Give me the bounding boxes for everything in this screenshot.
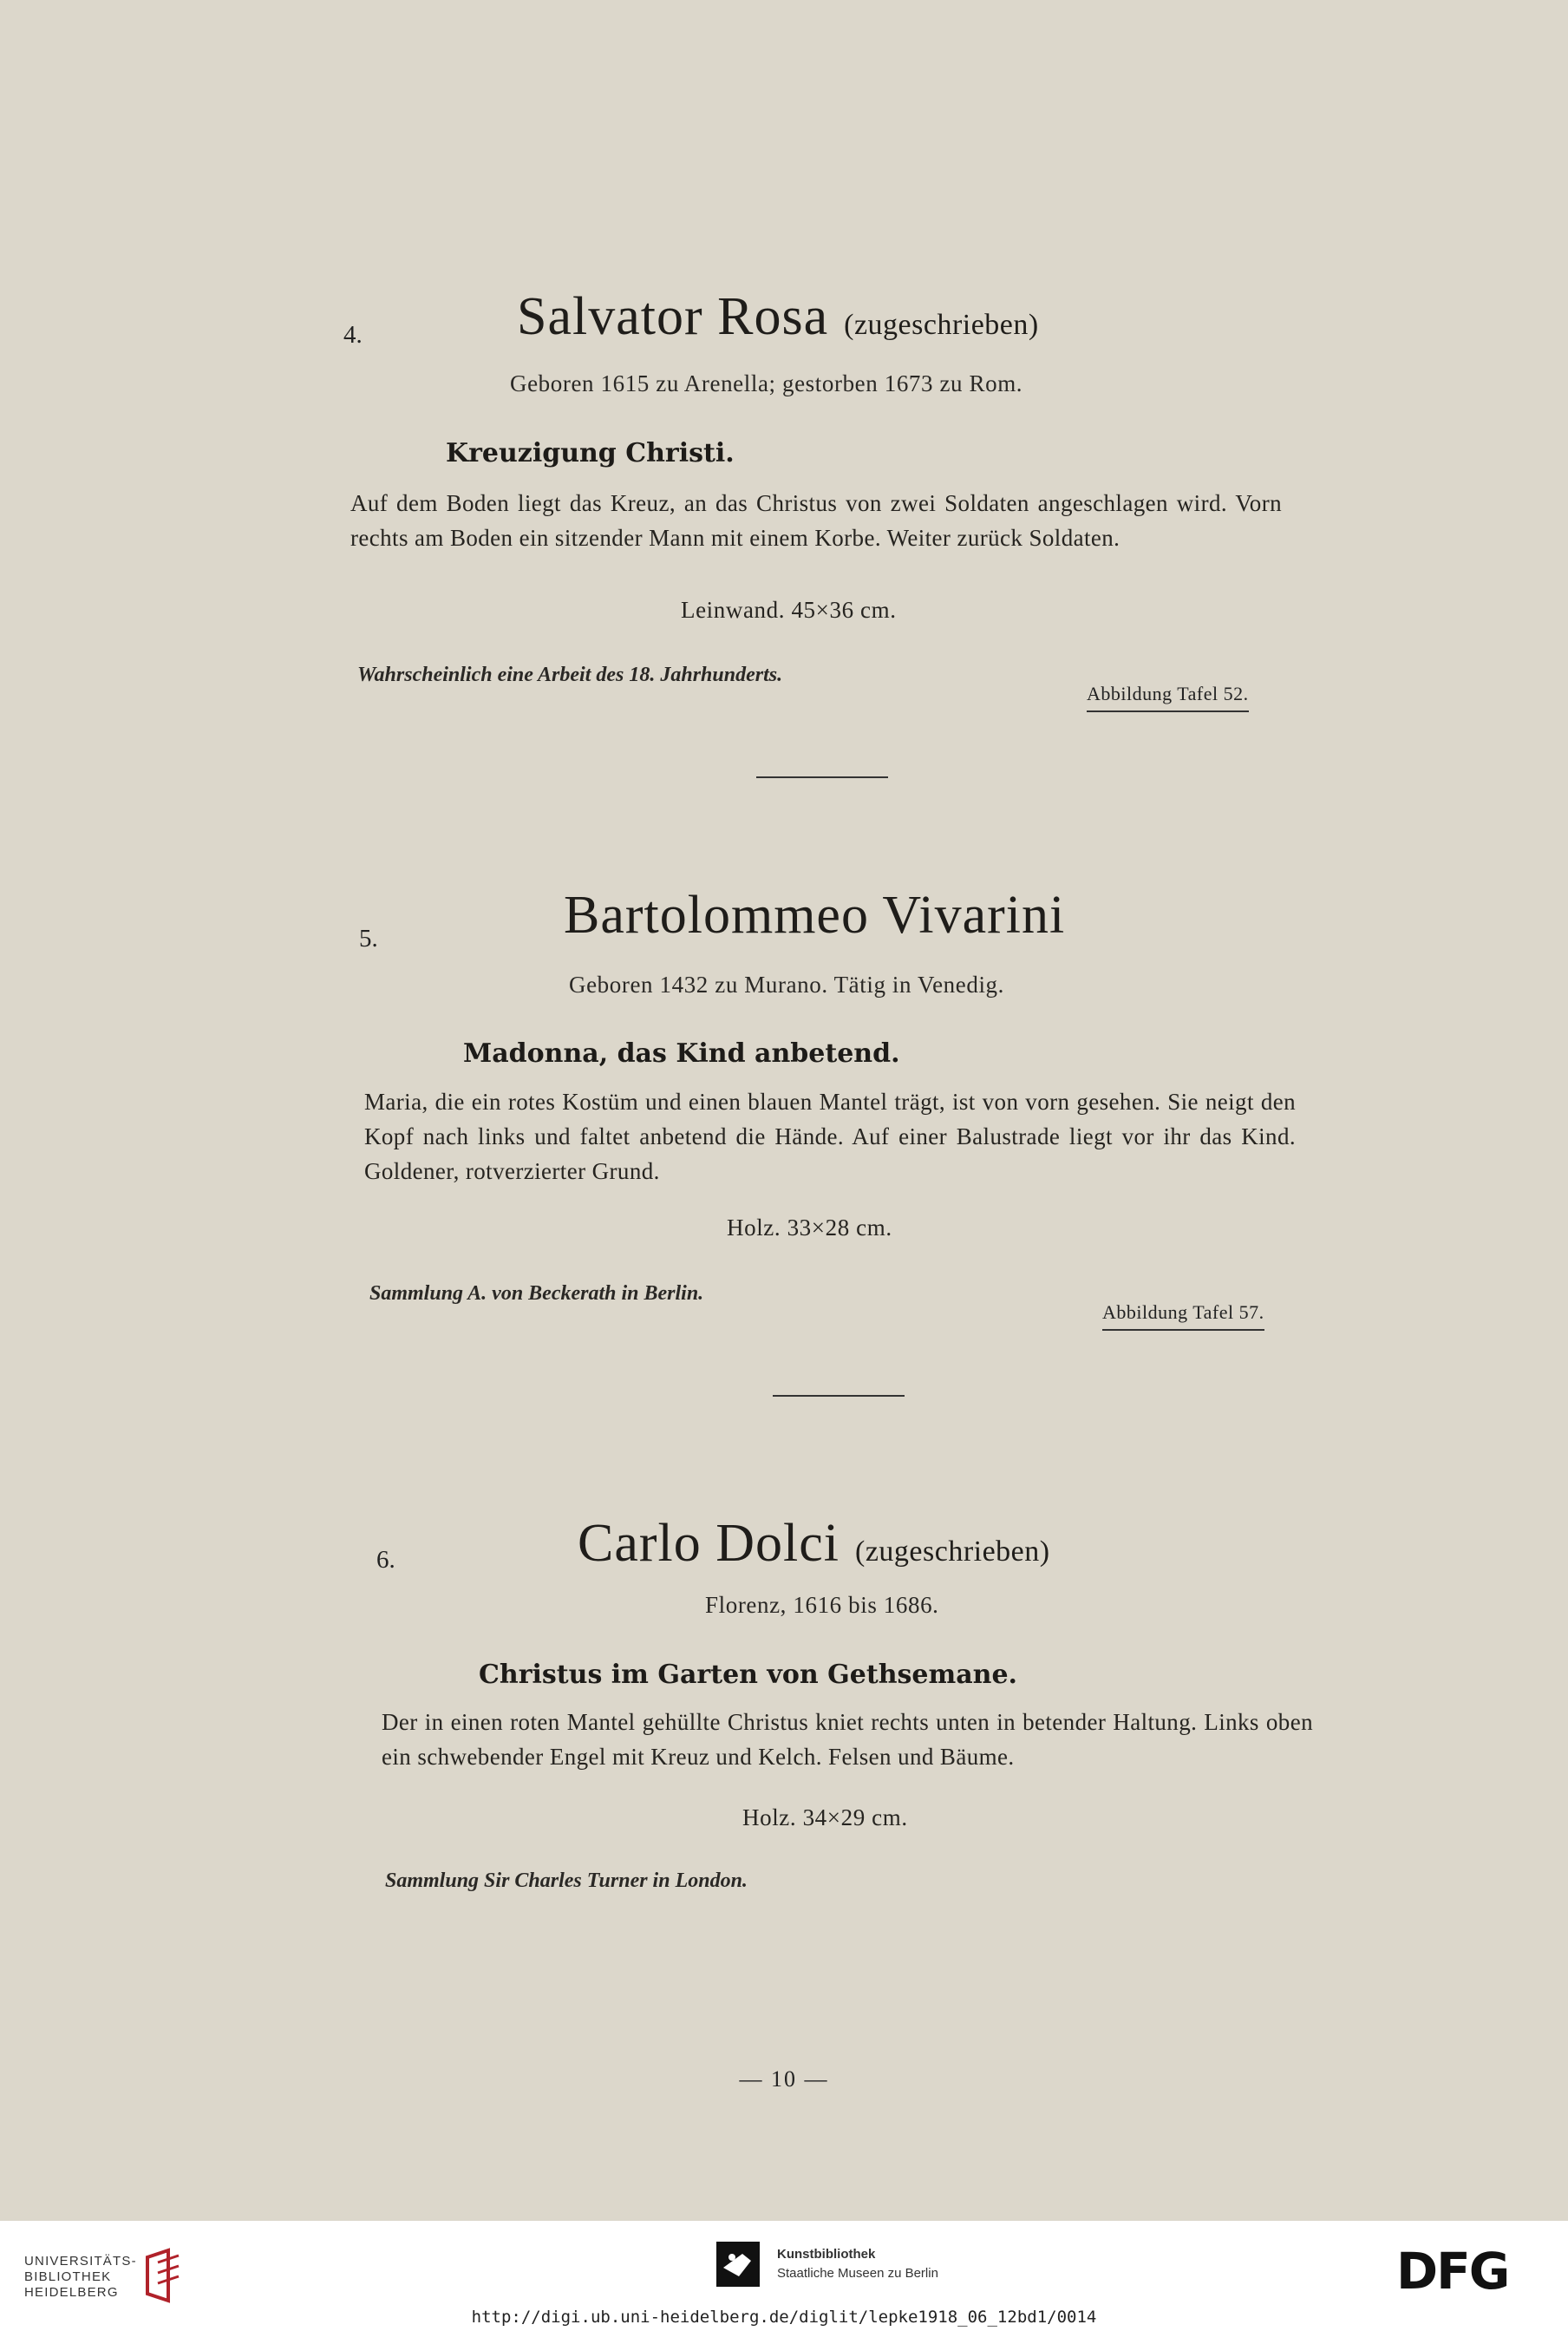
kunstbibliothek-subtitle: Staatliche Museen zu Berlin <box>777 2266 938 2281</box>
provenance-note: Sammlung Sir Charles Turner in London. <box>385 1869 748 1892</box>
artwork-description: Auf dem Boden liegt das Kreuz, an das Christus von zwei Soldaten angeschlagen wird. Vorn rechts am Boden ein sitzender Mann mit einem Korbe. Weiter zurück Soldaten. <box>350 490 1282 551</box>
artist-name <box>517 286 1039 348</box>
kunstbibliothek-title: Kunstbibliothek <box>777 2247 876 2262</box>
plate-reference: Abbildung Tafel 57. <box>1102 1301 1264 1331</box>
university-name-line: BIBLIOTHEK <box>24 2269 112 2284</box>
artwork-medium: Leinwand. 45×36 cm. <box>681 597 897 623</box>
section-divider <box>756 776 888 778</box>
entry-number: 5. <box>359 925 378 953</box>
kunstbibliothek-logo-icon <box>716 2242 760 2287</box>
university-logo-icon <box>139 2247 191 2304</box>
university-name-line: UNIVERSITÄTS- <box>24 2254 137 2269</box>
artwork-title: Christus im Garten von Gethsemane. <box>479 1660 1018 1690</box>
artwork-description: Der in einen roten Mantel gehüllte Christus kniet rechts unten in betender Haltung. Links oben ein schwebender Engel mit Kreuz und Kelch. Felsen und Bäume. <box>382 1709 1313 1770</box>
artwork-medium: Holz. 33×28 cm. <box>727 1215 892 1241</box>
artist-life: Geboren 1615 zu Arenella; gestorben 1673 zu Rom. <box>510 370 1023 396</box>
artist-life: Florenz, 1616 bis 1686. <box>705 1592 939 1618</box>
attribution: (zugeschrieben) <box>855 1535 1050 1568</box>
provenance-note: Sammlung A. von Beckerath in Berlin. <box>369 1282 704 1305</box>
dfg-logo: DFG <box>1396 2242 1509 2301</box>
artwork-medium: Holz. 34×29 cm. <box>742 1804 908 1830</box>
artist-name <box>564 885 1065 946</box>
plate-reference: Abbildung Tafel 52. <box>1087 683 1249 712</box>
attribution: (zugeschrieben) <box>844 309 1039 341</box>
entry-number: 4. <box>343 321 363 349</box>
university-name-line: HEIDELBERG <box>24 2285 119 2300</box>
section-divider <box>773 1395 905 1397</box>
provenance-note: Wahrscheinlich eine Arbeit des 18. Jahrhunderts. <box>357 664 783 686</box>
page-number: — 10 — <box>739 2066 829 2092</box>
source-url[interactable]: http://digi.ub.uni-heidelberg.de/diglit/lepke1918_06_12bd1/0014 <box>471 2308 1097 2327</box>
artwork-title: Kreuzigung Christi. <box>446 438 735 468</box>
artist-name-text: Bartolommeo Vivarini <box>564 886 1066 945</box>
artist-life: Geboren 1432 zu Murano. Tätig in Venedig. <box>569 972 1005 998</box>
artist-name-text: Salvator Rosa <box>517 287 829 346</box>
artwork-title: Madonna, das Kind anbetend. <box>463 1038 900 1069</box>
artwork-description: Maria, die ein rotes Kostüm und einen blauen Mantel trägt, ist von vorn gesehen. Sie neigt den Kopf nach links und faltet anbetend die Hände. Auf einer Balustrade liegt vor ihr das Kind. Goldener, rotverzierter Grund. <box>364 1089 1296 1184</box>
artist-name-text: Carlo Dolci <box>578 1514 840 1573</box>
artist-name <box>578 1513 1050 1575</box>
entry-number: 6. <box>376 1546 395 1574</box>
